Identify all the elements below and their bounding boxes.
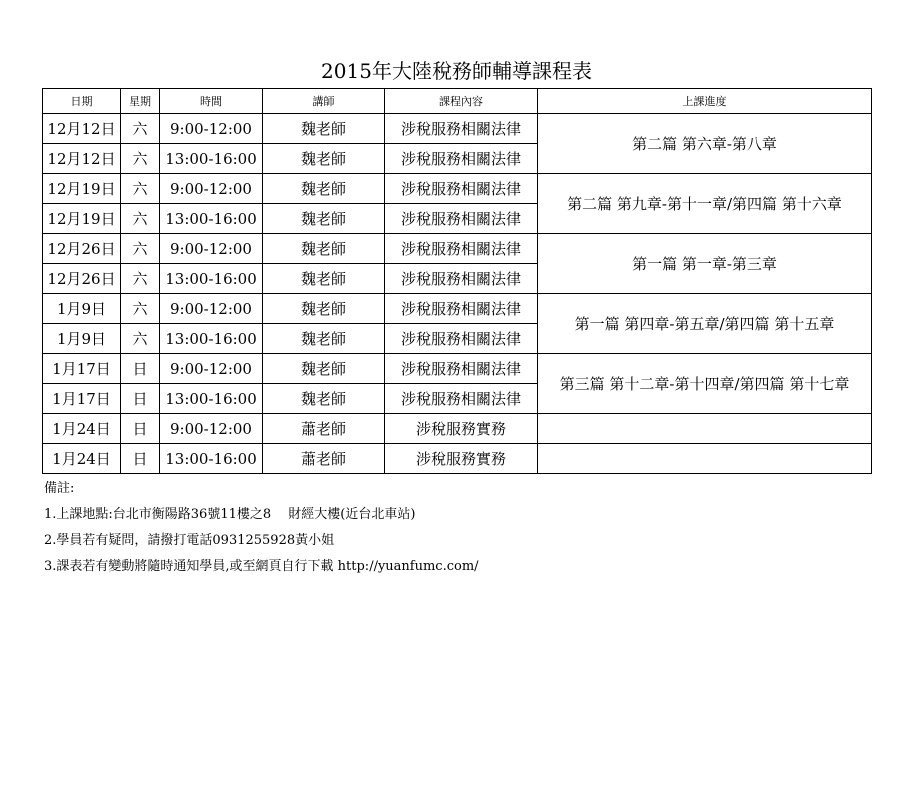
weekday-cell: 六 bbox=[121, 114, 160, 144]
time-cell: 13:00-16:00 bbox=[160, 144, 263, 174]
content-cell: 涉稅服務相關法律 bbox=[385, 264, 538, 294]
content-cell: 涉稅服務相關法律 bbox=[385, 324, 538, 354]
note-website: 3.課表若有變動將隨時通知學員,或至網頁自行下載 http://yuanfumc.com/ bbox=[44, 559, 479, 574]
content-cell: 涉稅服務實務 bbox=[385, 414, 538, 444]
teacher-cell: 魏老師 bbox=[263, 114, 385, 144]
content-cell: 涉稅服務相關法律 bbox=[385, 384, 538, 414]
weekday-cell: 六 bbox=[121, 174, 160, 204]
content-cell: 涉稅服務相關法律 bbox=[385, 294, 538, 324]
table-row bbox=[43, 444, 872, 474]
table-row bbox=[43, 354, 872, 384]
teacher-cell: 魏老師 bbox=[263, 234, 385, 264]
header-teacher: 講師 bbox=[263, 89, 385, 114]
weekday-cell: 日 bbox=[121, 414, 160, 444]
content-cell: 涉稅服務相關法律 bbox=[385, 354, 538, 384]
date-cell: 12月12日 bbox=[43, 114, 121, 144]
weekday-cell: 六 bbox=[121, 234, 160, 264]
date-cell: 1月24日 bbox=[43, 444, 121, 474]
teacher-cell: 魏老師 bbox=[263, 354, 385, 384]
weekday-cell: 日 bbox=[121, 444, 160, 474]
progress-cell bbox=[538, 414, 872, 444]
progress-cell: 第一篇 第一章-第三章 bbox=[538, 234, 872, 294]
date-cell: 1月9日 bbox=[43, 324, 121, 354]
note-contact: 2.學員若有疑問，請撥打電話0931255928黃小姐 bbox=[44, 533, 335, 548]
table-row bbox=[43, 294, 872, 324]
schedule-table bbox=[42, 88, 872, 474]
weekday-cell: 六 bbox=[121, 324, 160, 354]
weekday-cell: 日 bbox=[121, 354, 160, 384]
time-cell: 13:00-16:00 bbox=[160, 204, 263, 234]
time-cell: 13:00-16:00 bbox=[160, 384, 263, 414]
time-cell: 9:00-12:00 bbox=[160, 294, 263, 324]
teacher-cell: 蕭老師 bbox=[263, 444, 385, 474]
time-cell: 13:00-16:00 bbox=[160, 324, 263, 354]
content-cell: 涉稅服務實務 bbox=[385, 444, 538, 474]
teacher-cell: 魏老師 bbox=[263, 204, 385, 234]
weekday-cell: 六 bbox=[121, 264, 160, 294]
teacher-cell: 魏老師 bbox=[263, 144, 385, 174]
date-cell: 12月19日 bbox=[43, 204, 121, 234]
weekday-cell: 六 bbox=[121, 144, 160, 174]
content-cell: 涉稅服務相關法律 bbox=[385, 204, 538, 234]
date-cell: 12月26日 bbox=[43, 264, 121, 294]
table-row bbox=[43, 174, 872, 204]
teacher-cell: 魏老師 bbox=[263, 294, 385, 324]
date-cell: 12月12日 bbox=[43, 144, 121, 174]
page-title: 2015年大陸稅務師輔導課程表 bbox=[321, 59, 592, 83]
header-progress: 上課進度 bbox=[538, 89, 872, 114]
content-cell: 涉稅服務相關法律 bbox=[385, 174, 538, 204]
date-cell: 1月17日 bbox=[43, 384, 121, 414]
weekday-cell: 六 bbox=[121, 204, 160, 234]
header-date: 日期 bbox=[43, 89, 121, 114]
teacher-cell: 魏老師 bbox=[263, 384, 385, 414]
teacher-cell: 魏老師 bbox=[263, 264, 385, 294]
table-row bbox=[43, 234, 872, 264]
time-cell: 9:00-12:00 bbox=[160, 114, 263, 144]
progress-cell: 第一篇 第四章-第五章/第四篇 第十五章 bbox=[538, 294, 872, 354]
content-cell: 涉稅服務相關法律 bbox=[385, 144, 538, 174]
date-cell: 1月17日 bbox=[43, 354, 121, 384]
teacher-cell: 蕭老師 bbox=[263, 414, 385, 444]
date-cell: 12月26日 bbox=[43, 234, 121, 264]
progress-cell: 第二篇 第六章-第八章 bbox=[538, 114, 872, 174]
notes-heading: 備註: bbox=[44, 481, 75, 496]
date-cell: 1月9日 bbox=[43, 294, 121, 324]
time-cell: 9:00-12:00 bbox=[160, 354, 263, 384]
notes-section bbox=[44, 476, 479, 580]
progress-cell: 第二篇 第九章-第十一章/第四篇 第十六章 bbox=[538, 174, 872, 234]
time-cell: 9:00-12:00 bbox=[160, 174, 263, 204]
content-cell: 涉稅服務相關法律 bbox=[385, 234, 538, 264]
time-cell: 9:00-12:00 bbox=[160, 414, 263, 444]
time-cell: 13:00-16:00 bbox=[160, 444, 263, 474]
progress-cell-empty bbox=[538, 444, 872, 474]
content-cell: 涉稅服務相關法律 bbox=[385, 114, 538, 144]
weekday-cell: 日 bbox=[121, 384, 160, 414]
weekday-cell: 六 bbox=[121, 294, 160, 324]
time-cell: 9:00-12:00 bbox=[160, 234, 263, 264]
table-row bbox=[43, 114, 872, 144]
teacher-cell: 魏老師 bbox=[263, 174, 385, 204]
header-time: 時間 bbox=[160, 89, 263, 114]
progress-cell: 第三篇 第十二章-第十四章/第四篇 第十七章 bbox=[538, 354, 872, 414]
header-content: 課程內容 bbox=[385, 89, 538, 114]
table-row bbox=[43, 414, 872, 444]
header-row bbox=[43, 89, 872, 114]
date-cell: 1月24日 bbox=[43, 414, 121, 444]
date-cell: 12月19日 bbox=[43, 174, 121, 204]
time-cell: 13:00-16:00 bbox=[160, 264, 263, 294]
note-location: 1.上課地點:台北市衡陽路36號11樓之8 財經大樓(近台北車站) bbox=[44, 507, 416, 522]
teacher-cell: 魏老師 bbox=[263, 324, 385, 354]
header-weekday: 星期 bbox=[121, 89, 160, 114]
